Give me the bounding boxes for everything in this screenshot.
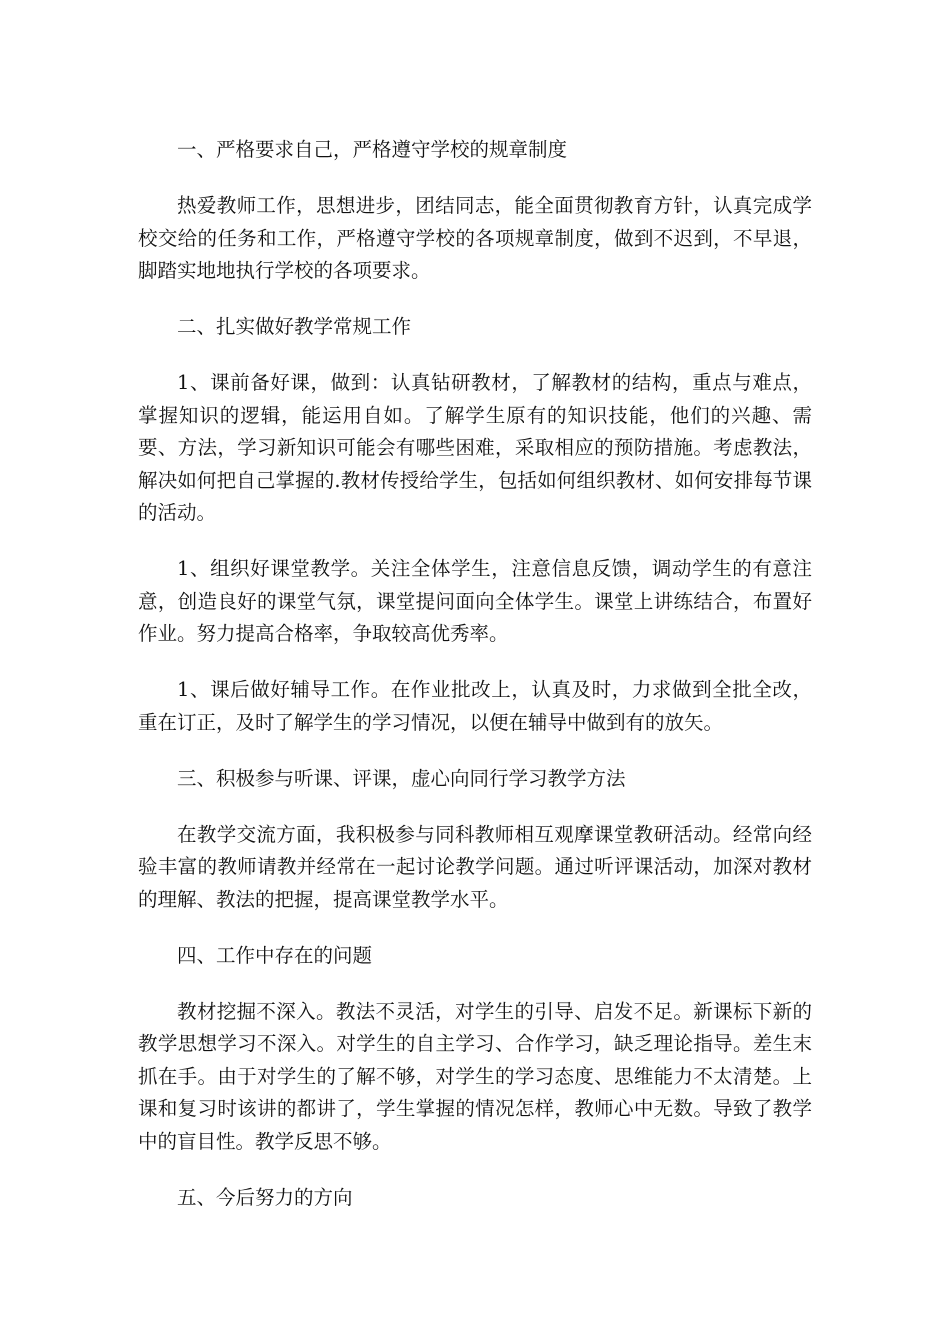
paragraph-5: 在教学交流方面，我积极参与同科教师相互观摩课堂教研活动。经常向经验丰富的教师请教并经常在一起讨论教学问题。通过听评课活动，加深对教材的理解、教法的把握，提高课堂教学水平。 (138, 822, 812, 911)
paragraph-3: 1、组织好课堂教学。关注全体学生，注意信息反馈，调动学生的有意注意，创造良好的课堂气氛，课堂提问面向全体学生。课堂上讲练结合，布置好作业。努力提高合格率，争取较高优秀率。 (138, 557, 812, 645)
document-body (138, 134, 812, 1238)
section-heading-1: 一、严格要求自己，严格遵守学校的规章制度 (177, 138, 568, 161)
paragraph-6: 教材挖掘不深入。教法不灵活，对学生的引导、启发不足。新课标下新的教学思想学习不深入。对学生的自主学习、合作学习，缺乏理论指导。差生末抓在手。由于对学生的了解不够，对学生的学习态度、思维能力不太清楚。上课和复习时该讲的都讲了，学生掌握的情况怎样，教师心中无数。导致了教学中的盲目性。教学反思不够。 (138, 999, 812, 1153)
section-heading-5: 五、今后努力的方向 (177, 1185, 353, 1209)
section-heading-4: 四、工作中存在的问题 (177, 943, 373, 967)
section-heading-3: 三、积极参与听课、评课，虚心向同行学习教学方法 (177, 766, 626, 790)
section-heading-2: 二、扎实做好教学常规工作 (177, 315, 412, 338)
paragraph-1: 热爱教师工作，思想进步，团结同志，能全面贯彻教育方针，认真完成学校交给的任务和工作，严格遵守学校的各项规章制度，做到不迟到，不早退，脚踏实地地执行学校的各项要求。 (138, 194, 812, 282)
paragraph-2: 1、课前备好课，做到：认真钻研教材，了解教材的结构，重点与难点，掌握知识的逻辑，能运用自如。了解学生原有的知识技能，他们的兴趣、需要、方法，学习新知识可能会有哪些困难，采取相应的预防措施。考虑教法，解决如何把自己掌握的.教材传授给学生，包括如何组织教材、如何安排每节课的活动。 (138, 371, 812, 524)
paragraph-4: 1、课后做好辅导工作。在作业批改上，认真及时，力求做到全批全改，重在订正，及时了解学生的学习情况，以便在辅导中做到有的放矢。 (138, 678, 812, 734)
